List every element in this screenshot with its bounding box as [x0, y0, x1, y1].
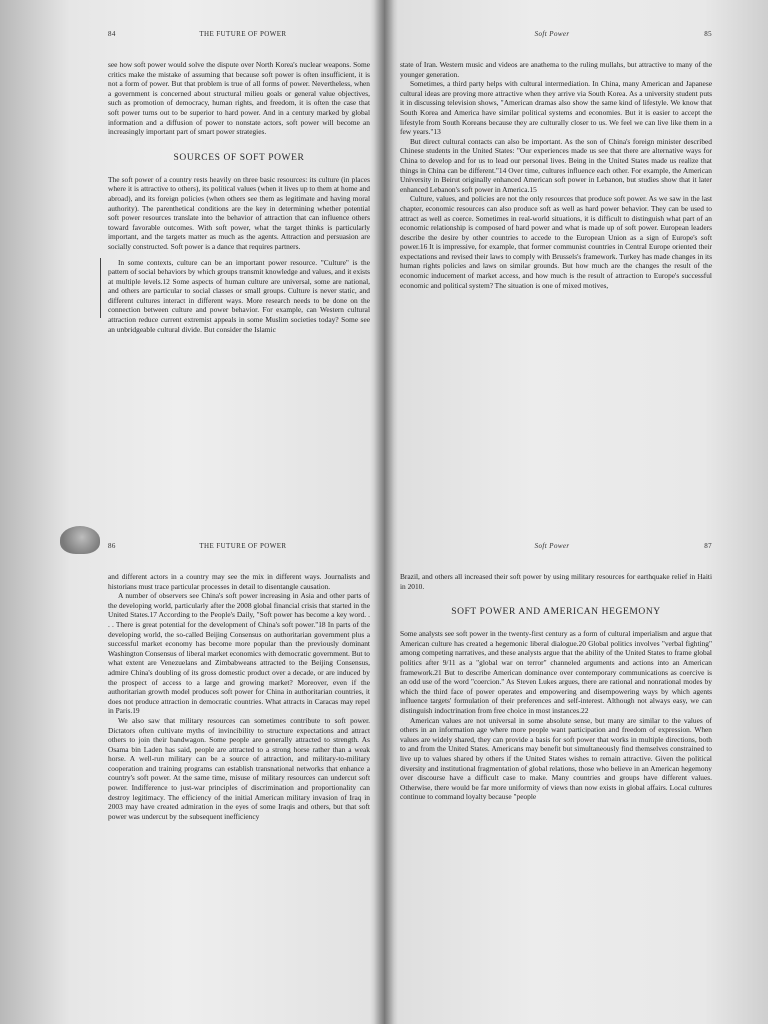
paragraph: Culture, values, and policies are not the only resources that produce soft power. As we saw in the last chapter, economic resources can also produce soft as well as hard power behavior. They can be used to attract as well as coerce. Sometimes in real-world situations, it is difficult to distinguish what part of an economic relationship is composed of hard power and what is made up of soft power. European leaders describe the desire by other countries to accede to the European Union as a sign of Europe's soft power.16 It is impressive, for example, that former communist countries in Central Europe oriented their expectations and revised their laws to comply with Brussels's framework. Turkey has made changes in its human rights policies and laws on similar grounds. But how much are the changes the result of the economic inducement of market access, and how much is the result of attraction to Europe's successful economic and political system? The situation is one of mixed motives, [400, 194, 712, 290]
paragraph: see how soft power would solve the dispute over North Korea's nuclear weapons. Some critics make the mistake of assuming that because soft power is often insufficient, it is not a form of power. But that problem is true of all forms of power. Nevertheless, when a government is concerned about structural milieu goals or general value objectives, such as promotion of democracy, human rights, and freedom, it is often the case that soft power turns out to be superior to hard power. And in a century marked by global information and a diffusion of power to nonstate actors, soft power will become an increasingly important part of smart power strategies. [108, 60, 370, 137]
page-number: 87 [704, 542, 712, 550]
paragraph: The soft power of a country rests heavily on three basic resources: its culture (in places where it is attractive to others), its political values (when it lives up to them at home and abroad), and its foreign policies (when others see them as legitimate and having moral authority). The parenthetical conditions are the key in determining whether potential soft power resources translate into the behavior of attraction that can influence others toward favorable outcomes. With soft power, what the target thinks is particularly important, and the targets matter as much as the agents. Attraction and persuasion are socially constructed. Soft power is a dance that requires partners. [108, 174, 370, 251]
page-84 [0, 0, 384, 512]
running-header [400, 30, 712, 38]
paragraph: But direct cultural contacts can also be important. As the son of China's foreign minister described Chinese students in the United States: "Our experiences made us see that there are alternative ways for China to develop and for us to lead our personal lives. Being in the United States made us realize that things in China can be different."14 Over time, cultures influence each other. For example, the American University in Beirut originally enhanced American soft power in Lebanon, but studies show that it later enhanced Lebanon's soft power in America.15 [400, 136, 712, 194]
page-85 [384, 0, 768, 512]
paragraph: We also saw that military resources can sometimes contribute to soft power. Dictators often cultivate myths of invincibility to structure expectations and attract others to join their bandwagon. Some people are generally attracted to strength. As Osama bin Laden has said, people are attracted to a strong horse rather than a weak horse. A well-run military can be a source of attraction, and military-to-military cooperation and training programs can establish transnational networks that enhance a country's soft power. At the same time, misuse of military resources can undercut soft power. Indifference to just-war principles of discrimination and proportionality can destroy legitimacy. The efficiency of the initial American military invasion of Iraq in 2003 may have created admiration in the eyes of some Iraqis and others, but that soft power was undercut by the subsequent inefficiency [108, 715, 370, 821]
page-number: 85 [704, 30, 712, 38]
paragraph: A number of observers see China's soft power increasing in Asia and other parts of the developing world, particularly after the 2008 global financial crisis that started in the United States.17 According to the People's Daily, "Soft power has become a key word. . . . There is great potential for the development of China's soft power."18 In parts of the developing world, the so-called Beijing Consensus on authoritarian government plus a successful market economy has become more popular than the previously dominant Washington Consensus of liberal market economics with democratic government. But to what extent are Venezuelans and Zimbabweans attracted to the Beijing Consensus, admire China's doubling of its gross domestic product over a decade, or are induced by the prospect of access to a large and growing market? Moreover, even if the authoritarian growth model produces soft power for China in authoritarian countries, it does not produce attraction in democratic countries. What attracts in Caracas may repel in Paris.19 [108, 591, 370, 716]
paragraph: and different actors in a country may see the mix in different ways. Journalists and historians must trace particular processes in detail to disentangle causation. [108, 572, 370, 591]
running-head-title: Soft Power [534, 30, 570, 38]
running-header [108, 30, 370, 38]
page-number: 86 [108, 542, 116, 550]
running-header [400, 542, 712, 550]
paragraph: state of Iran. Western music and videos are anathema to the ruling mullahs, but attractive to many of the younger generation. [400, 60, 712, 79]
running-head-title: THE FUTURE OF POWER [199, 542, 287, 550]
running-header [108, 542, 370, 550]
paragraph: Brazil, and others all increased their soft power by using military resources for earthquake relief in Haiti in 2010. [400, 572, 712, 591]
paragraph: Sometimes, a third party helps with cultural intermediation. In China, many American and Japanese cultural ideas are proving more attractive when they arrive via South Korea. As a university student puts it in discussing television shows, "American dramas also show the same kind of lifestyle. We know that South Korea and America have similar political systems and economies. But it is easier to accept the lifestyle from South Koreans because they are culturally closer to us. We feel we can live like them in a few years."13 [400, 79, 712, 137]
margin-bracket-mark [100, 258, 105, 318]
bottom-book-spread [0, 512, 768, 1024]
paragraph: In some contexts, culture can be an important power resource. "Culture" is the pattern of social behaviors by which groups transmit knowledge and values, and it exists at multiple levels.12 Some aspects of human culture are universal, some are national, and others are particular to social classes or small groups. Culture is never static, and different cultures interact in different ways. More research needs to be done on the connection between culture and power behavior. For example, can Western cultural attraction reduce current extremist appeals in some Muslim societies today? Some see an unbridgeable cultural divide. But consider the Islamic [108, 257, 370, 334]
paragraph: American values are not universal in some absolute sense, but many are similar to the values of others in an information age where more people want participation and freedom of expression. When values are widely shared, they can provide a basis for soft power that works in multiple directions, both to and from the United States. Americans may benefit but simultaneously find themselves constrained to live up to values shared by others if the United States wishes to remain attractive. Given the political diversity and institutional fragmentation of global relations, those who believe in an American hegemony over discourse have a difficult case to make. Many countries and groups have different values. Otherwise, there would be far more uniformity of views than now exists in global affairs. Local cultures continue to command loyalty because "people [400, 715, 712, 802]
page-87 [384, 512, 768, 1024]
section-heading: SOFT POWER AND AMERICAN HEGEMONY [451, 607, 661, 618]
page-86 [0, 512, 384, 1024]
running-head-title: Soft Power [534, 542, 570, 550]
section-heading: SOURCES OF SOFT POWER [173, 152, 305, 163]
paragraph: Some analysts see soft power in the twenty-first century as a form of cultural imperialism and argue that American culture has created a hegemonic liberal dialogue.20 Global politics involves "verbal fighting" among competing narratives, and these analysts argue that the ability of the United States to frame global politics after 9/11 as a "global war on terror" channeled arguments and actions into an American framework.21 But to describe American dominance over contemporary communications as coercive is an odd use of the word "coercion." As Steven Lukes argues, there are rational and nonrational modes by which the third face of power operates and empowering and disempowering ways by which agents influence targets' formulation of their preferences and self-interest. Although not always easy, we can distinguish indoctrination from free choice in most instances.22 [400, 629, 712, 715]
page-number: 84 [108, 30, 116, 38]
thumb-image [60, 526, 100, 554]
running-head-title: THE FUTURE OF POWER [199, 30, 287, 38]
